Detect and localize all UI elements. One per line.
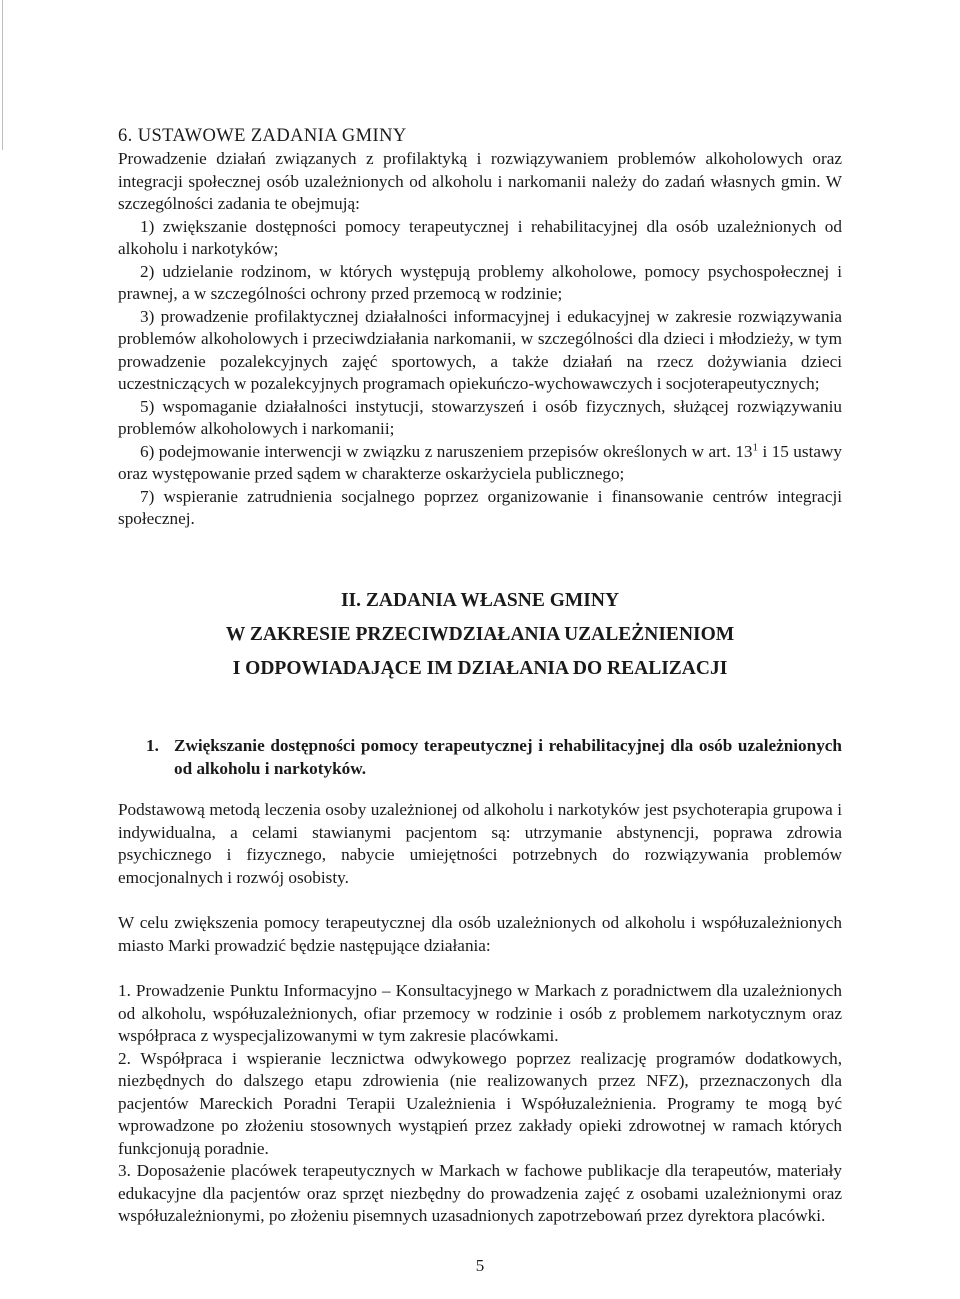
page-number: 5 [475,1256,485,1275]
list-item: 2. Współpraca i wspieranie lecznictwa odwykowego poprzez realizację programów dodatkowych, niezbędnych do dalszego etapu zdrowienia (nie realizowanych przez NFZ), przeznaczonych dla pacjentów Mareckich Poradni Terapii Uzależnienia i Współuzależnienia. Programy te mogą być wprowadzone po złożeniu stosownych wystąpień przez zakłady opieki zdrowotnej w ramach których funkcjonują poradnie. [118,1048,842,1158]
subsection-number: 1. [146,736,159,755]
list-item: 2) udzielanie rodzinom, w których występują problemy alkoholowe, pomocy psychospołecznej i prawnej, a w szczególności ochrony przed przemocą w rodzinie; [118,261,842,303]
subsection-heading [146,735,842,780]
list-item: 5) wspomaganie działalności instytucji, stowarzyszeń i osób fizycznych, służącej rozwiązywaniu problemów alkoholowych i narkomanii; [118,396,842,438]
subsection-title: Zwiększanie dostępności pomocy terapeutycznej i rehabilitacyjnej dla osób uzależnionych od alkoholu i narkotyków. [174,736,842,778]
section-title-line: I ODPOWIADAJĄCE IM DZIAŁANIA DO REALIZACJI [232,658,728,679]
scan-edge-line [2,0,3,150]
superscript: 1 [752,440,759,453]
item-6-text-cont: i 15 ustawy oraz występowanie przed sądem w charakterze oskarżyciela publicznego; [118,441,843,483]
paragraph-block [118,799,842,1228]
section-6-heading: 6. USTAWOWE ZADANIA GMINY [118,126,407,146]
section-title-line: II. ZADANIA WŁASNE GMINY [340,590,620,611]
list-item: 7) wspieranie zatrudnienia socjalnego poprzez organizowanie i finansowanie centrów integracji społecznej. [118,486,842,528]
section-2-title [118,590,842,680]
item-6-text: 6) podejmowanie interwencji w związku z naruszeniem przepisów określonych w art. 13 [140,441,753,461]
section-6-intro: Prowadzenie działań związanych z profilaktyką i rozwiązywaniem problemów alkoholowych oraz integracji społecznej osób uzależnionych od alkoholu i narkomanii należy do zadań własnych gmin. W szczególności zadania te obejmują: [118,149,842,213]
section-title-line: W ZAKRESIE PRZECIWDZIAŁANIA UZALEŻNIENIOM [225,624,735,645]
actions-list [118,980,842,1228]
section-6 [118,126,842,531]
list-item: 3) prowadzenie profilaktycznej działalności informacyjnej i edukacyjnej w zakresie rozwiązywania problemów alkoholowych i przeciwdziałania narkomanii, w szczególności dla dzieci i młodzieży, w tym prowadzenie pozalekcyjnych zajęć sportowych, a także działań na rzecz dożywiania dzieci uczestniczących w pozalekcyjnych programach opiekuńczo-wychowawczych i socjoterapeutycznych; [118,306,842,393]
paragraph: Podstawową metodą leczenia osoby uzależnionej od alkoholu i narkotyków jest psychoterapia grupowa i indywidualna, a celami stawianymi pacjentom są: utrzymanie abstynencji, poprawa zdrowia psychicznego i fizycznego, nabycie umiejętności potrzebnych do rozwiązywania problemów emocjonalnych i rozwój osobisty. [118,800,842,887]
list-item [118,441,842,486]
list-item: 1. Prowadzenie Punktu Informacyjno – Konsultacyjnego w Markach z poradnictwem dla uzależnionych od alkoholu, współuzależnionych, ofiar przemocy w rodzinie i osób z problemem narkotycznym oraz współpraca z wyspecjalizowanymi w tym zakresie placówkami. [118,981,842,1045]
list-item: 1) zwiększanie dostępności pomocy terapeutycznej i rehabilitacyjnej dla osób uzależnionych od alkoholu i narkotyków; [118,216,842,258]
list-item: 3. Doposażenie placówek terapeutycznych w Markach w fachowe publikacje dla terapeutów, materiały edukacyjne dla pacjentów oraz sprzęt niezbędny do prowadzenia zajęć z osobami uzależnionymi oraz współuzależnionymi, po złożeniu pisemnych uzasadnionych zapotrzebowań przez dyrektora placówki. [118,1161,842,1225]
paragraph: W celu zwiększenia pomocy terapeutycznej dla osób uzależnionych od alkoholu i współuzależnionych miasto Marki prowadzić będzie następujące działania: [118,913,842,955]
